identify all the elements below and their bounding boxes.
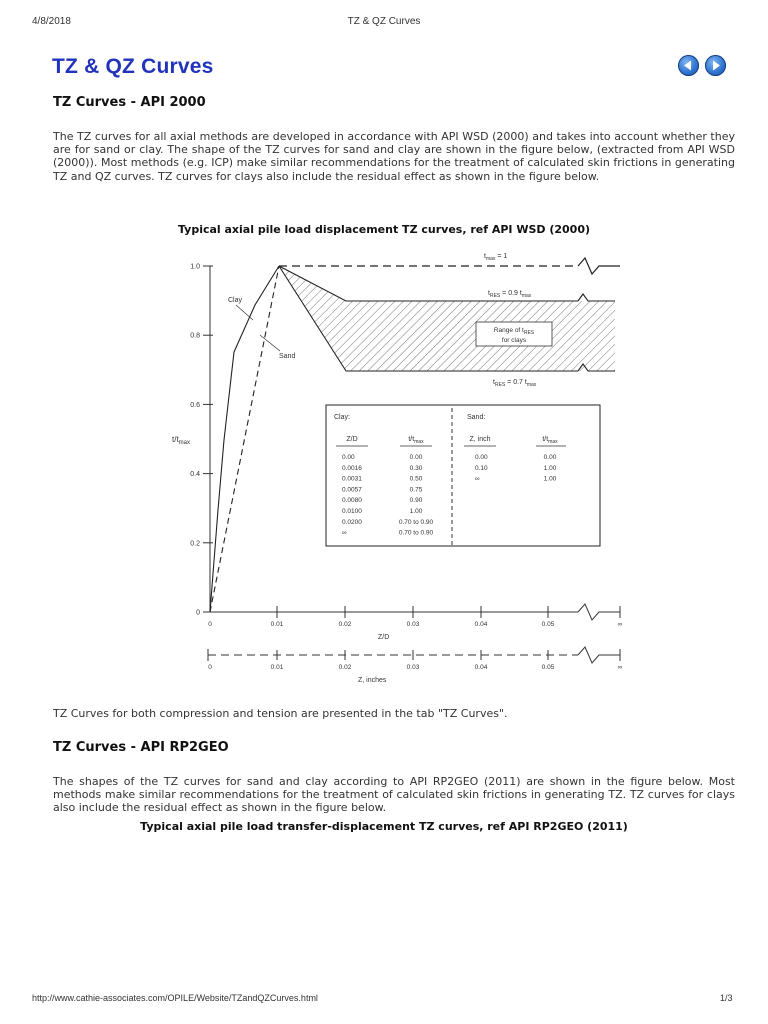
x-tick-label: 0.01: [270, 621, 284, 628]
y-tick-label: 0.4: [190, 471, 200, 479]
x2-tick-label: 0.05: [541, 664, 555, 671]
print-title: TZ & QZ Curves: [347, 16, 421, 27]
x-tick-label: 0.03: [406, 621, 420, 628]
x2-tick-label: 0: [208, 664, 212, 671]
clay-residual-range-area: [279, 266, 615, 371]
figure-caption-rp2geo: Typical axial pile load transfer-displacement TZ curves, ref API RP2GEO (2011): [140, 820, 628, 833]
sand-row-z: 0.10: [475, 464, 488, 472]
page-number: 1/3: [720, 993, 733, 1003]
x-axis-label: Z/D: [378, 634, 390, 641]
clay-header-t: $t/t_{max}$: [408, 436, 424, 445]
range-annotation-line2: for clays: [501, 337, 527, 344]
x2-tick-label: 0.04: [474, 664, 488, 671]
tres-low-annotation: $t_{RES} = 0.7$ $t_{max}$: [493, 379, 537, 388]
x2-tick-label: 0.02: [338, 664, 352, 671]
clay-row-t: 0.00: [409, 454, 423, 461]
x2-tick-label: 0.01: [270, 664, 284, 671]
clay-header-zd: Z/D: [346, 436, 358, 443]
clay-row-zd: 0.0200: [342, 518, 362, 526]
x2-tick-label: ∞: [617, 664, 623, 671]
section-paragraph-api2000: The TZ curves for all axial methods are developed in accordance with API WSD (2000) and takes into account whether they are for sand or clay. The shape of the TZ curves for sand and clay are shown in the figure below, (extracted from API WSD (2000)). Most methods (e.g. ICP) make similar recommendations for the treatment of calculated skin frictions in generating TZ and QZ curves. TZ curves for clays also include the residual effect as shown in the figure below.: [53, 130, 735, 183]
clay-row-zd: 0.0100: [342, 508, 362, 515]
range-annotation-line1: Range of $t_{RES}$: [493, 327, 535, 336]
clay-row-zd: 0.0016: [342, 464, 362, 472]
sand-row-t: 1.00: [543, 464, 557, 472]
y-axis-label: $t/t_{max}$: [172, 435, 191, 446]
clay-row-t: 0.75: [409, 486, 423, 494]
clay-row-zd: 0.0080: [342, 497, 362, 505]
sand-header-z: Z, inch: [469, 436, 491, 443]
table-sand-title: Sand:: [467, 414, 486, 421]
clay-row-t: 0.50: [409, 475, 423, 483]
tres-high-annotation: $t_{RES} = 0.9$ $t_{max}$: [488, 290, 532, 299]
x-tick-label: 0.02: [338, 621, 352, 628]
print-date: 4/8/2018: [32, 16, 71, 27]
clay-row-t: 0.30: [409, 464, 423, 472]
page-url[interactable]: http://www.cathie-associates.com/OPILE/Website/TZandQZCurves.html: [32, 993, 318, 1003]
sand-curve: [210, 266, 279, 612]
sand-label: Sand: [279, 353, 296, 360]
clay-row-t: 0.90: [409, 497, 423, 505]
x-tick-label: ∞: [617, 621, 623, 628]
data-table-box: [326, 405, 600, 546]
clay-row-zd: ∞: [342, 529, 347, 537]
y-tick-label: 0.2: [190, 540, 200, 548]
y-tick-label: 0.6: [190, 401, 200, 409]
clay-row-zd: 0.0031: [342, 475, 362, 483]
clay-row-t: 0.70 to 0.90: [398, 529, 434, 537]
sand-row-z: ∞: [475, 475, 480, 483]
tmax-annotation: $t_{max} = 1$: [484, 253, 508, 262]
sand-row-t: 0.00: [543, 454, 557, 461]
table-clay-title: Clay:: [334, 414, 350, 421]
x-tick-label: 0.05: [541, 621, 555, 628]
figure-caption-api2000: Typical axial pile load displacement TZ curves, ref API WSD (2000): [177, 223, 591, 236]
y-tick-label: 0.8: [190, 332, 200, 340]
section-heading-rp2geo: TZ Curves - API RP2GEO: [53, 740, 229, 755]
tmax-line-break: [578, 258, 620, 274]
clay-row-zd: 0.00: [342, 454, 355, 461]
sand-header-t: $t/t_{max}$: [542, 436, 558, 445]
clay-row-t: 1.00: [409, 508, 423, 515]
x2-axis-label: Z, inches: [358, 677, 387, 684]
sand-row-z: 0.00: [475, 454, 488, 461]
page-title: TZ & QZ Curves: [52, 55, 214, 78]
clay-row-t: 0.70 to 0.90: [398, 518, 434, 526]
x-tick-label: 0.04: [474, 621, 488, 628]
y-tick-label: 1.0: [190, 263, 200, 271]
tres-high-break: [578, 294, 615, 301]
section-heading-api2000: TZ Curves - API 2000: [53, 95, 206, 110]
section-paragraph-rp2geo: The shapes of the TZ curves for sand and clay according to API RP2GEO (2011) are shown in the figure below. Most methods make similar recommendations for the treatment of calculated skin frictions in generating TZ. TZ curves for clays also include the residual effect as shown in the figure below.: [53, 775, 735, 815]
sand-row-t: 1.00: [543, 475, 557, 483]
x2-tick-label: 0.03: [406, 664, 420, 671]
clay-label: Clay: [228, 297, 243, 304]
x-axis-break: [578, 604, 620, 620]
y-tick-label: 0: [196, 609, 200, 617]
tz-curves-tab-note: TZ Curves for both compression and tension are presented in the tab "TZ Curves".: [53, 707, 508, 720]
x-tick-label: 0: [208, 621, 212, 628]
clay-row-zd: 0.0057: [342, 486, 362, 494]
